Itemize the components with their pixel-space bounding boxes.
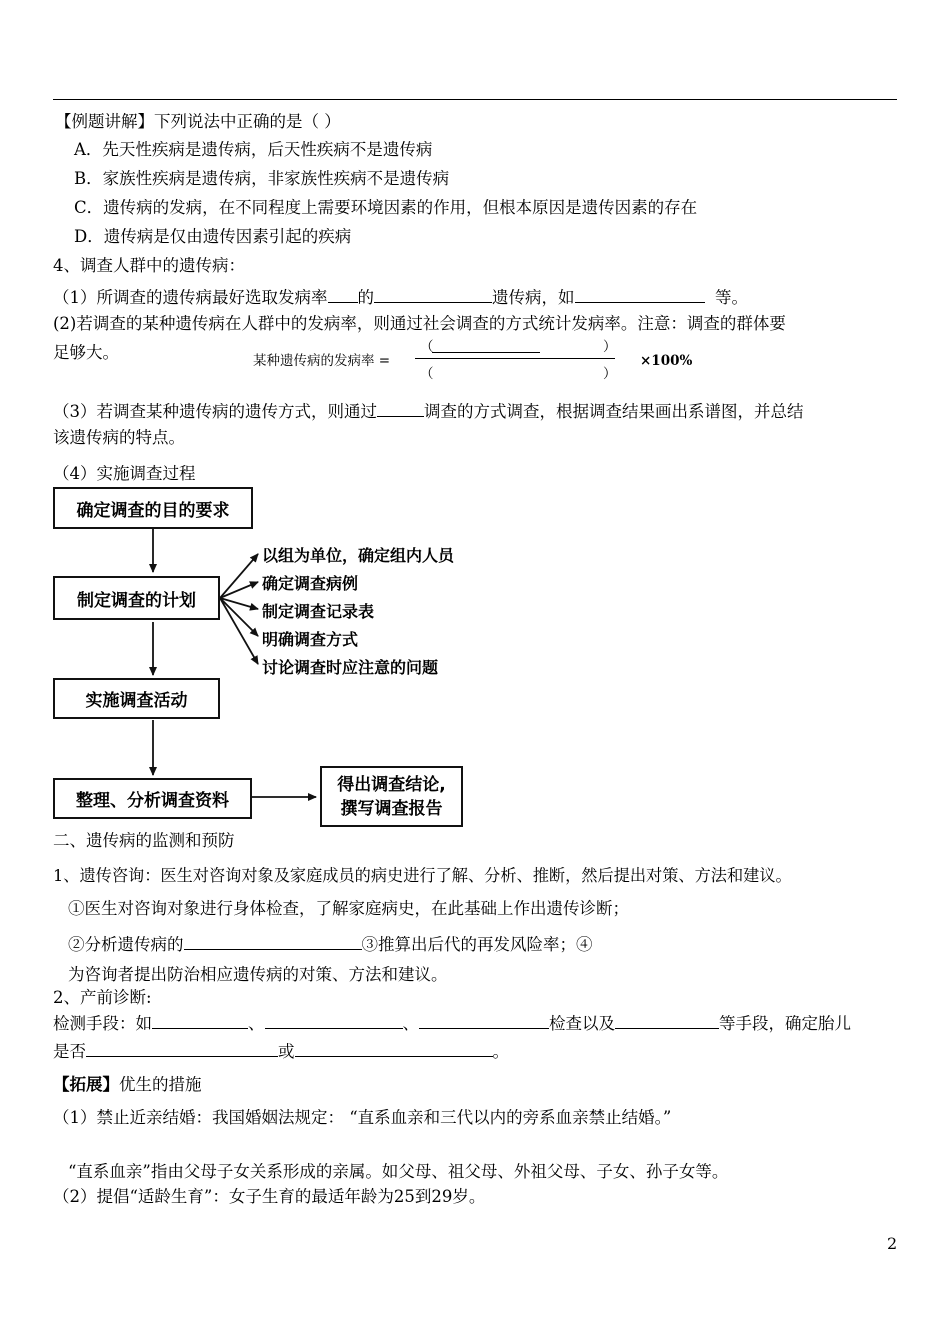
flow-step-goal: 确定调查的目的要求	[53, 487, 253, 529]
counsel-text: 1、遗传咨询：医生对咨询对象及家庭成员的病史进行了解、分析、推断，然后提出对策、方法和建议。	[53, 866, 792, 885]
prenatal-heading: 2、产前诊断:	[53, 988, 152, 1007]
option-b: B．家族性疾病是遗传病，非家族性疾病不是遗传病	[74, 169, 450, 188]
blank	[295, 1039, 493, 1057]
flow-step-plan: 制定调查的计划	[53, 576, 220, 620]
formula-percent: ×100%	[640, 353, 693, 369]
blank	[615, 1011, 719, 1029]
blank	[152, 1011, 248, 1029]
formula-label: 某种遗传病的发病率 =	[253, 353, 391, 369]
formula-num-close: ）	[603, 339, 617, 355]
survey-item2-line2: 足够大。	[53, 343, 119, 362]
whether-line: 是否 或 。	[53, 1039, 509, 1062]
flow-step-conduct: 实施调查活动	[53, 678, 220, 719]
extension-title: 【拓展】优生的措施	[53, 1075, 202, 1094]
formula-num-open: （	[420, 339, 434, 355]
formula-den-close: ）	[603, 366, 617, 382]
plan-item: 确定调查病例	[262, 574, 359, 593]
survey-item4: （4）实施调查过程	[53, 464, 196, 483]
survey-heading: 4、调查人群中的遗传病：	[53, 256, 245, 275]
blank	[184, 932, 362, 950]
formula-den-open: （	[420, 366, 434, 382]
counsel-step2: ②分析遗传病的 ③推算出后代的再发风险率；④	[68, 932, 593, 955]
plan-item: 讨论调查时应注意的问题	[262, 658, 439, 677]
flow-step-analyze: 整理、分析调查资料	[53, 778, 252, 819]
counsel-step3: 为咨询者提出防治相应遗传病的对策、方法和建议。	[68, 965, 448, 984]
plan-item: 制定调查记录表	[262, 602, 375, 621]
extension-item2: （2）提倡“适龄生育”：女子生育的最适年龄为25到29岁。	[53, 1187, 486, 1206]
extension-item1-note: “直系血亲”指由父母子女关系形成的亲属。如父母、祖父母、外祖父母、子女、孙子女等。	[68, 1162, 729, 1181]
flow-result: 得出调查结论, 撰写调查报告	[320, 766, 463, 827]
section2-heading: 二、遗传病的监测和预防	[53, 831, 235, 850]
blank	[419, 1011, 549, 1029]
option-d: D．遗传病是仅由遗传因素引起的疾病	[74, 227, 352, 246]
page-number: 2	[887, 1234, 898, 1253]
survey-item2-line1: (2)若调查的某种遗传病在人群中的发病率，则通过社会调查的方式统计发病率。注意：调查的群体要	[53, 314, 786, 333]
detect-line: 检测手段：如 、 、 检查以及 等手段，确定胎儿	[53, 1011, 851, 1034]
survey-item3: （3）若调查某种遗传病的遗传方式，则通过 调查的方式调查，根据调查结果画出系谱图，并总结	[53, 399, 804, 422]
extension-item1: （1）禁止近亲结婚：我国婚姻法规定： “直系血亲和三代以内的旁系血亲禁止结婚。”	[53, 1108, 672, 1127]
survey-item1: （1）所调查的遗传病最好选取发病率 的 遗传病，如 等。	[53, 285, 748, 308]
counsel-step1: ①医生对咨询对象进行身体检查，了解家庭病史，在此基础上作出遗传诊断；	[68, 899, 629, 918]
blank	[86, 1039, 278, 1057]
plan-item: 以组为单位，确定组内人员	[262, 546, 455, 565]
blank	[265, 1011, 403, 1029]
option-a: A．先天性疾病是遗传病，后天性疾病不是遗传病	[74, 140, 433, 159]
survey-item3-line2: 该遗传病的特点。	[53, 428, 185, 447]
example-title: 【例题讲解】下列说法中正确的是（ ）	[55, 112, 341, 131]
option-c: C．遗传病的发病，在不同程度上需要环境因素的作用，但根本原因是遗传因素的存在	[74, 198, 698, 217]
plan-item: 明确调查方式	[262, 630, 359, 649]
